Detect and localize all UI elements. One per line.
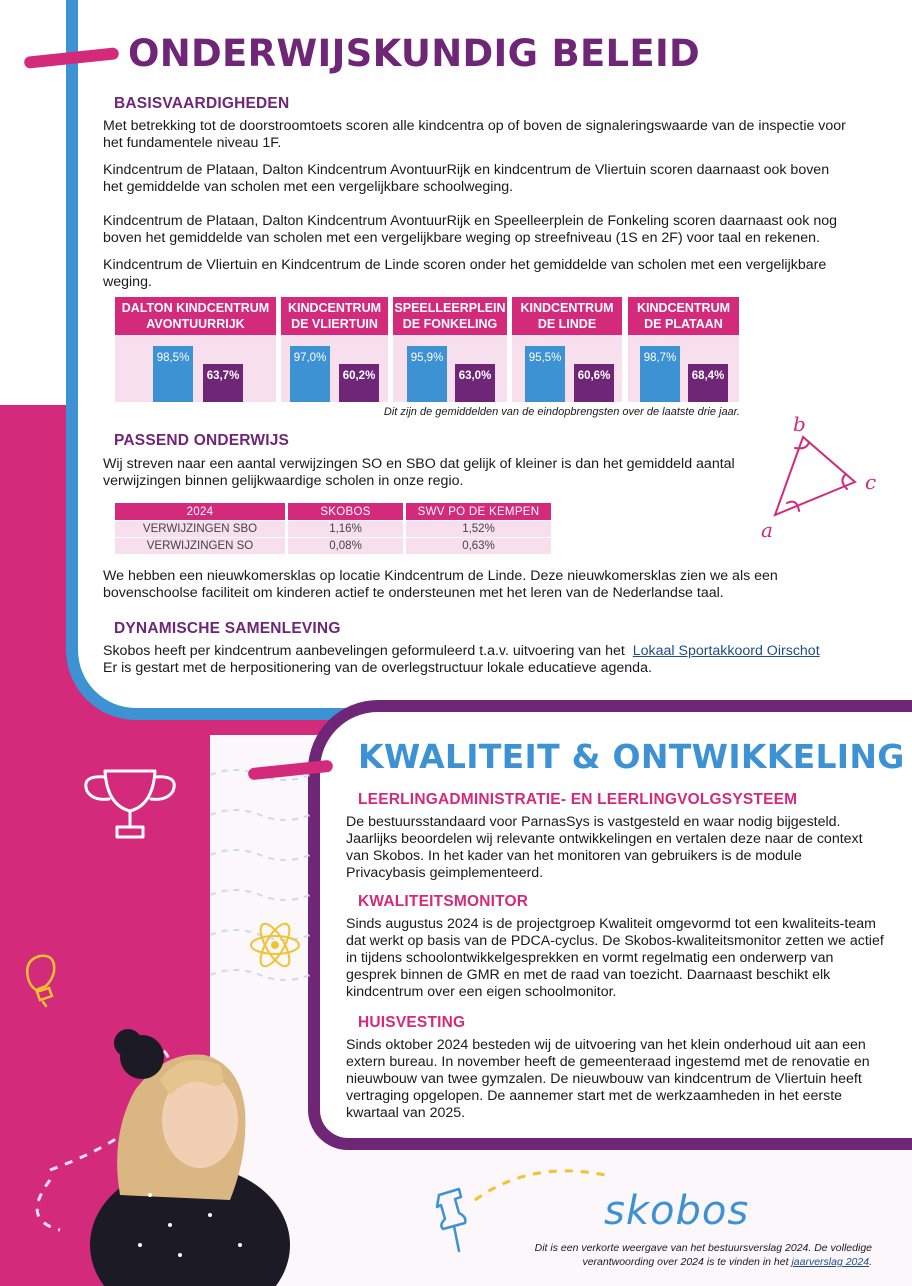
lightbulb-icon xyxy=(16,950,71,1015)
bar-1s2f xyxy=(574,364,614,402)
sportakkoord-link[interactable]: Lokaal Sportakkoord Oirschot xyxy=(632,643,820,659)
bar-1f xyxy=(290,346,330,402)
dashed-arc-decoration xyxy=(470,1165,610,1205)
passend-p2: We hebben een nieuwkomersklas op locatie Kindcentrum de Linde. Deze nieuwkomersklas zien we als een bovenschoolse faciliteit om kinderen actief te ondersteunen met het leren van de Nederlandse taal. xyxy=(103,568,778,601)
triangle-label-c: c xyxy=(865,470,877,494)
table-cell: 0,63% xyxy=(405,538,552,555)
table-header-row xyxy=(115,503,551,521)
footer-note-end: . xyxy=(869,1256,872,1268)
bar-1f xyxy=(525,346,565,402)
bar-1s2f xyxy=(203,364,243,402)
onderwijs-title: ONDERWIJSKUNDIG BELEID xyxy=(128,32,701,75)
bar-1s2f-value: 68,4% xyxy=(691,370,725,382)
triangle-icon xyxy=(755,415,895,540)
table-header: SWV PO DE KEMPEN xyxy=(405,503,552,521)
dynamisch-p1: Skobos heeft per kindcentrum aanbevelingen geformuleerd t.a.v. uitvoering van het xyxy=(103,643,625,659)
footer-note-line1: Dit is een verkorte weergave van het bestuursverslag 2024. De volledige xyxy=(534,1242,872,1254)
triangle-label-b: b xyxy=(793,415,806,436)
score-block xyxy=(628,335,739,402)
bar-1f-value: 98,7% xyxy=(643,352,677,364)
basis-p1: Met betrekking tot de doorstroomtoets scoren alle kindcentra op of boven de signaleringswaarde van de inspectie voor het fundamentele niveau 1F. xyxy=(103,118,846,151)
table-cell: 0,08% xyxy=(287,538,405,555)
table-cell: VERWIJZINGEN SO xyxy=(115,538,287,555)
monitor-text: Sinds augustus 2024 is de projectgroep Kwaliteit omgevormd tot een kwaliteits-team dat werkt op basis van de PDCA-cyclus. De Skobos-kwaliteitsmonitor zetten we actief in tijdens schoolontwikkelgesprekken en vormt regelmatig een onderwerp van gesprek binnen de GMR en met de raad van toezicht. Daarnaast beschikt elk kindcentrum over een eigen schoolmonitor. xyxy=(346,916,884,1000)
table-row xyxy=(115,538,551,555)
passend-p1: Wij streven naar een aantal verwijzingen SO en SBO dat gelijk of kleiner is dan het gemiddeld aantal verwijzingen binnen gelijkwaardige scholen in onze regio. xyxy=(103,456,735,489)
huisvesting-heading: HUISVESTING xyxy=(358,1014,466,1031)
skobos-logo: skobos xyxy=(604,1188,750,1234)
table-cell: VERWIJZINGEN SBO xyxy=(115,521,287,538)
passend-heading: PASSEND ONDERWIJS xyxy=(114,432,290,449)
dynamisch-p2: Er is gestart met de herpositionering van de overlegstructuur lokale educatieve agenda. xyxy=(103,660,652,676)
score-header: DALTON KINDCENTRUM AVONTUURRIJK xyxy=(115,297,276,335)
table-cell: 1,16% xyxy=(287,521,405,538)
bar-1f-value: 95,5% xyxy=(528,352,562,364)
score-header: SPEELLEERPLEIN DE FONKELING xyxy=(393,297,507,335)
bar-1f-value: 95,9% xyxy=(410,352,444,364)
score-block xyxy=(281,335,388,402)
bar-1s2f xyxy=(688,364,728,402)
child-photo xyxy=(80,995,295,1286)
table-header: SKOBOS xyxy=(287,503,405,521)
score-block xyxy=(512,335,622,402)
footer-note xyxy=(452,1241,872,1269)
leerling-text: De bestuursstandaard voor ParnasSys is vastgesteld en waar nodig bijgesteld. Jaarlijks beoordelen wij relevante ontwikkelingen en vertalen deze naar de context van Skobos. In het kader van het monitoren van gebruikers is de module Privacybasis geimplementeerd. xyxy=(346,814,863,881)
bar-1s2f-value: 63,0% xyxy=(458,370,492,382)
referral-table xyxy=(115,503,551,554)
score-header: KINDCENTRUM DE PLATAAN xyxy=(628,297,739,335)
huisvesting-text: Sinds oktober 2024 besteden wij de uitvoering van het klein onderhoud uit aan een extern bureau. In november heeft de gemeenteraad ingestemd met de renovatie en nieuwbouw van twee gymzalen. De nieuwbouw van kindcentrum de Vliertuin heeft vertraging opgelopen. De aannemer start met de werkzaamheden in het eerste kwartaal van 2025. xyxy=(346,1037,870,1121)
dynamisch-text xyxy=(103,643,863,677)
score-block xyxy=(115,335,276,402)
basis-p3: Kindcentrum de Plataan, Dalton Kindcentrum AvontuurRijk en Speelleerplein de Fonkeling scoren daarnaast ook nog boven het gemiddelde van scholen met een vergelijkbare weging op streefniveau (1S en 2F) voor taal en rekenen. xyxy=(103,213,838,246)
basis-text xyxy=(103,118,848,301)
bar-1s2f-value: 60,2% xyxy=(342,370,376,382)
kwaliteit-title: KWALITEIT & ONTWIKKELING xyxy=(358,737,905,776)
bar-1s2f xyxy=(339,364,379,402)
scores-note: Dit zijn de gemiddelden van de eindopbrengsten over de laatste drie jaar. xyxy=(383,406,740,418)
bar-1s2f-value: 60,6% xyxy=(577,370,611,382)
bar-1f xyxy=(407,346,447,402)
jaarverslag-link[interactable]: jaarverslag 2024 xyxy=(791,1256,870,1268)
bar-1f xyxy=(640,346,680,402)
bar-1s2f-value: 63,7% xyxy=(206,370,240,382)
trophy-icon xyxy=(75,765,185,845)
score-header: KINDCENTRUM DE LINDE xyxy=(512,297,622,335)
atom-icon xyxy=(245,915,305,975)
monitor-heading: KWALITEITSMONITOR xyxy=(358,893,529,910)
dynamisch-heading: DYNAMISCHE SAMENLEVING xyxy=(114,620,341,637)
leerling-heading: LEERLINGADMINISTRATIE- EN LEERLINGVOLGSYSTEEM xyxy=(358,791,798,808)
basis-p4: Kindcentrum de Vliertuin en Kindcentrum de Linde scoren onder het gemiddelde van scholen met een vergelijkbare weging. xyxy=(103,257,827,290)
table-row xyxy=(115,521,551,538)
score-header: KINDCENTRUM DE VLIERTUIN xyxy=(281,297,388,335)
basis-heading: BASISVAARDIGHEDEN xyxy=(114,95,290,112)
score-block xyxy=(393,335,507,402)
bar-1s2f xyxy=(455,364,495,402)
table-cell: 1,52% xyxy=(405,521,552,538)
bar-1f-value: 97,0% xyxy=(293,352,327,364)
basis-p2: Kindcentrum de Plataan, Dalton Kindcentrum AvontuurRijk en kindcentrum de Vliertuin scoren daarnaast ook boven het gemiddelde van scholen met een vergelijkbare schoolweging. xyxy=(103,162,830,195)
footer-note-line2: verantwoording over 2024 is te vinden in het xyxy=(582,1256,789,1268)
bar-1f-value: 98,5% xyxy=(156,352,190,364)
table-header: 2024 xyxy=(115,503,287,521)
triangle-label-a: a xyxy=(761,518,773,540)
bar-1f xyxy=(153,346,193,402)
